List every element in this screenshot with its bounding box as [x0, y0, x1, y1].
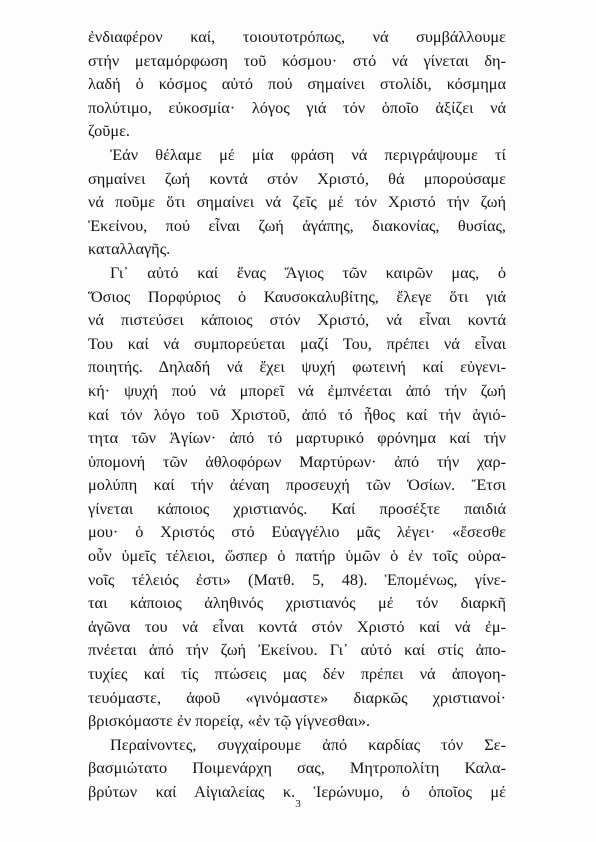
text-line: Γι᾽ αὐτό καί ἕνας Ἅγιος τῶν καιρῶν μας, ὁ — [110, 262, 506, 282]
paragraph — [88, 25, 506, 143]
paragraph — [88, 261, 506, 733]
text-line: μου· ὁ Χριστός στό Εὐαγγέλιο μᾶς λέγει· «ἔσεσθε — [88, 522, 506, 542]
text-line: στήν μεταμόρφωση τοῦ κόσμου· στό νά γίνεται δη- — [88, 50, 506, 70]
body-text — [88, 25, 506, 804]
text-line: τητα τῶν Ἁγίων· ἀπό τό μαρτυρικό φρόνημα καί τήν — [88, 428, 506, 448]
text-line: γίνεται κάποιος χριστιανός. Καί προσέξτε παιδιά — [88, 498, 506, 518]
text-line: ζοῦμε. — [88, 121, 130, 141]
text-line: Ἐάν θέλαμε μέ μία φράση νά περιγράψουμε τί — [110, 144, 506, 164]
text-line: Ἐκείνου, πού εἶναι ζωή ἀγάπης, διακονίας, θυσίας, — [88, 215, 506, 235]
paragraph — [88, 733, 506, 804]
text-line: πολύτιμο, εὐκοσμία· λόγος γιά τόν ὁποῖο ἀξίζει νά — [88, 97, 506, 117]
text-line: λαδή ὁ κόσμος αὐτό πού σημαίνει στολίδι, κόσμημα — [88, 74, 506, 94]
text-line: σημαίνει ζωή κοντά στόν Χριστό, θά μπορούσαμε — [88, 168, 506, 188]
text-line: Περαίνοντες, συγχαίρουμε ἀπό καρδίας τόν Σε- — [110, 734, 506, 754]
text-line: βασμιώτατο Ποιμενάρχη σας, Μητροπολίτη Καλα- — [88, 758, 506, 778]
text-line: ὑπομονή τῶν ἀθλοφόρων Μαρτύρων· ἀπό τήν χαρ- — [88, 451, 506, 471]
text-line: βρύτων καί Αἰγιαλείας κ. Ἱερώνυμο, ὁ ὁποῖος μέ — [88, 782, 506, 801]
text-line: οὖν ὑμεῖς τέλειοι, ὥσπερ ὁ πατήρ ὑμῶν ὁ ἐν τοῖς οὐρα- — [88, 546, 506, 566]
text-line: νά ποῦμε ὅτι σημαίνει νά ζεῖς μέ τόν Χριστό τήν ζωή — [88, 192, 506, 212]
text-line: ποιητής. Δηλαδή νά ἔχει ψυχή φωτεινή καί εὐγενι- — [88, 357, 506, 377]
paragraph — [88, 143, 506, 261]
text-line: μολύπη καί τήν ἀέναη προσευχή τῶν Ὁσίων. Ἔτσι — [88, 475, 506, 495]
text-line: ται κάποιος ἀληθινός χριστιανός μέ τόν διαρκῆ — [88, 593, 506, 613]
text-line: βρισκόμαστε ἐν πορείᾳ, «ἐν τῷ γίγνεσθαι». — [88, 711, 371, 731]
text-line: νά πιστεύσει κάποιος στόν Χριστό, νά εἶναι κοντά — [88, 310, 506, 330]
text-line: ἀγῶνα του νά εἶναι κοντά στόν Χριστό καί νά ἐμ- — [88, 616, 506, 636]
text-line: κή· ψυχή πού νά μπορεῖ νά ἐμπνέεται ἀπό τήν ζωή — [88, 380, 506, 400]
text-line: τυχίες καί τίς πτώσεις μας δέν πρέπει νά ἀπογοη- — [88, 664, 506, 684]
text-line: Ὅσιος Πορφύριος ὁ Καυσοκαλυβίτης, ἔλεγε ὅτι γιά — [88, 286, 506, 306]
text-line: ἐνδιαφέρον καί, τοιουτοτρόπως, νά συμβάλλουμε — [88, 27, 506, 46]
text-line: καταλλαγῆς. — [88, 239, 171, 259]
text-line: Του καί νά συμπορεύεται μαζί Του, πρέπει νά εἶναι — [88, 333, 506, 353]
text-line: πνέεται ἀπό τήν ζωή Ἐκείνου. Γι᾽ αὐτό καί στίς ἀπο- — [88, 640, 506, 660]
text-line: νοῖς τέλειός ἐστι» (Ματθ. 5, 48). Ἑπομένως, γίνε- — [88, 569, 506, 589]
page-number: 3 — [295, 798, 301, 810]
text-line: τευόμαστε, ἀφοῦ «γινόμαστε» διαρκῶς χριστιανοί· — [88, 687, 506, 707]
text-line: καί τόν λόγο τοῦ Χριστοῦ, ἀπό τό ἦθος καί τήν ἁγιό- — [88, 404, 506, 424]
